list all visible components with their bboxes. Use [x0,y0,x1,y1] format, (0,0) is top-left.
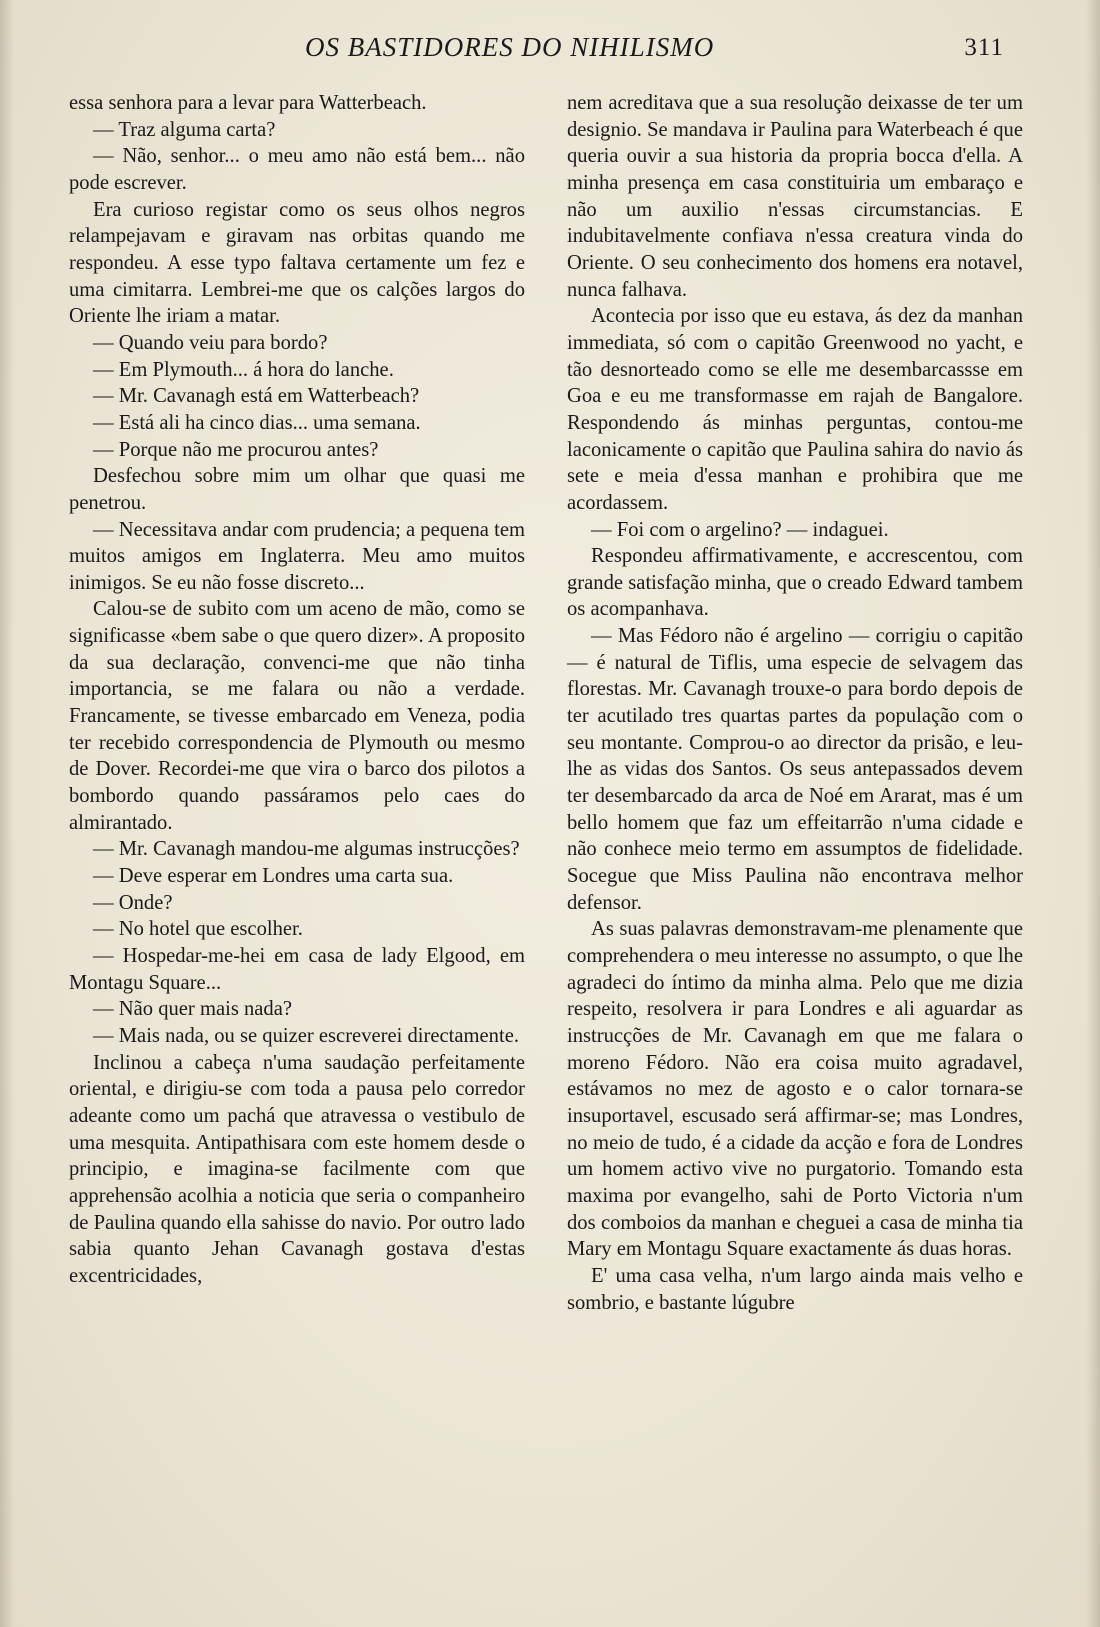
paragraph: — No hotel que escolher. [93,918,303,941]
paragraph: — Traz alguma carta? [93,118,276,141]
paragraph: Respondeu affirmativamente, e accrescentou, com grande satisfação minha, que o creado Edward tambem os acompanhava. [567,545,1023,621]
paragraph: — Hospedar-me-hei em casa de lady Elgood, em Montagu Square... [69,945,525,994]
page-edge-shadow-left [0,0,14,1627]
paragraph: Acontecia por isso que eu estava, ás dez da manhan immediata, só com o capitão Greenwood no yacht, e tão desnorteado como se elle me desembarcassse em Goa e eu me transformasse em rajah de Bangalore. Respondendo ás minhas perguntas, contou-me laconicamente o capitão que Paulina sahira do navio ás sete e meia d'essa manhan e prohibira que me acordassem. [567,305,1023,514]
paragraph: — Em Plymouth... á hora do lanche. [93,358,394,381]
paragraph: — Necessitava andar com prudencia; a pequena tem muitos amigos em Inglaterra. Meu amo muitos inimigos. Se eu não fosse discreto... [69,518,525,594]
left-column [69,90,525,1290]
paragraph: — Mais nada, ou se quizer escreverei directamente. [93,1024,519,1047]
paragraph: — Foi com o argelino? — indaguei. [591,518,889,541]
page-edge-shadow-right [1086,0,1100,1627]
paragraph: — Está ali ha cinco dias... uma semana. [93,411,421,434]
paragraph: — Mr. Cavanagh está em Watterbeach? [93,385,420,408]
paragraph: — Mr. Cavanagh mandou-me algumas instrucções? [93,838,520,861]
paragraph: As suas palavras demonstravam-me plenamente que comprehendera o meu interesse no assumpto, o que lhe agradeci do íntimo da minha alma. Pelo que me dizia respeito, resolvera ir para Londres e ali aguardar as instrucções de Mr. Cavanagh em que me falara o moreno Fédoro. Não era coisa muito agradavel, estávamos no mez de agosto e o calor tornara-se insuportavel, escusado será affirmar-se; mas Londres, no meio de tudo, é a cidade da acção e fora de Londres um homem activo vive no purgatorio. Tomando esta maxima por evangelho, sahi de Porto Victoria n'um dos comboios da manhan e cheguei a casa de minha tia Mary em Montagu Square exactamente ás duas horas. [567,918,1023,1261]
paragraph: nem acreditava que a sua resolução deixasse de ter um designio. Se mandava ir Paulina para Waterbeach é que queria ouvir a sua historia da propria bocca d'ella. A minha presença em casa constituiria um embaraço e não um auxilio n'essas circumstancias. E indubitavelmente confiava n'essa creatura vinda do Oriente. O seu conhecimento dos homens era notavel, nunca falhava. [567,92,1023,301]
running-title: OS BASTIDORES DO NIHILISMO [305,32,715,62]
paragraph: E' uma casa velha, n'um largo ainda mais velho e sombrio, e bastante lúgubre [567,1264,1023,1314]
paragraph: Desfechou sobre mim um olhar que quasi me penetrou. [69,465,525,514]
paragraph: — Quando veiu para bordo? [93,331,328,354]
paragraph: Calou-se de subito com um aceno de mão, como se significasse «bem sabe o que quero dizer». A proposito da sua declaração, convenci-me que não tinha importancia, se me falara ou não a verdade. Francamente, se tivesse embarcado em Veneza, podia ter recebido correspondencia de Plymouth ou mesmo de Dover. Recordei-me que vira o barco dos pilotos a bombordo quando passáramos pelo caes do almirantado. [69,598,525,834]
page-number: 311 [964,34,1004,61]
paragraph: — Porque não me procurou antes? [93,438,379,461]
running-head [0,28,1100,72]
right-column [567,90,1023,1316]
paragraph: essa senhora para a levar para Watterbeach. [69,92,427,114]
paragraph: — Onde? [93,891,173,914]
paragraph: — Deve esperar em Londres uma carta sua. [93,865,454,888]
paragraph: Inclinou a cabeça n'uma saudação perfeitamente oriental, e dirigiu-se com toda a pausa pelo corredor adeante como um pachá que atravessa o vestibulo de uma mesquita. Antipathisara com este homem desde o principio, e imagina-se facilmente com que apprehensão acolhia a noticia que seria o companheiro de Paulina quando ella sahisse do navio. Por outro lado sabia quanto Jehan Cavanagh gostava d'estas excentricidades, [69,1051,525,1287]
paragraph: — Mas Fédoro não é argelino — corrigiu o capitão — é natural de Tiflis, uma especie de selvagem das florestas. Mr. Cavanagh trouxe-o para bordo depois de ter acutilado tres quartas partes da população com o seu montante. Comprou-o ao director da prisão, e leu-lhe as vidas dos Santos. Os seus antepassados devem ter desembarcado da arca de Noé em Ararat, mas é um bello homem que faz um effeitarrão n'uma cidade e não conhece meio termo em assumptos de fidelidade. Socegue que Miss Paulina não encontrava melhor defensor. [567,625,1023,914]
paragraph: Era curioso registar como os seus olhos negros relampejavam e giravam nas orbitas quando me respondeu. A esse typo faltava certamente um fez e uma cimitarra. Lembrei-me que os calções largos do Oriente lhe iriam a matar. [69,198,525,328]
paragraph: — Não quer mais nada? [93,998,292,1021]
paragraph: — Não, senhor... o meu amo não está bem... não pode escrever. [69,145,525,194]
